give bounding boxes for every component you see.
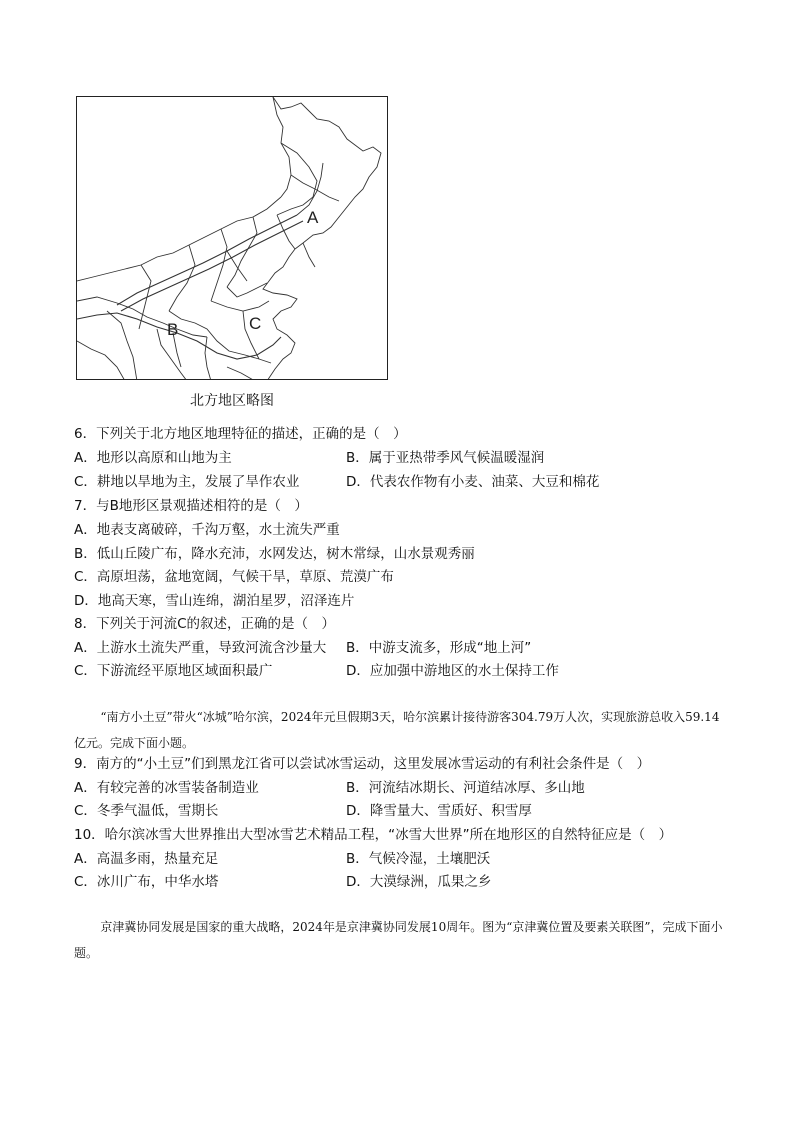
passage-harbin: “南方小土豆”带火“冰城”哈尔滨，2024年元旦假期3天，哈尔滨累计接待游客304.79万人次，实现旅游总收入59.14亿元。完成下面小题。 <box>74 710 720 750</box>
map-label-c: C <box>249 314 262 333</box>
question-7-stem: 7．与B地形区景观描述相符的是（ ） <box>74 498 308 514</box>
question-6-option-b[interactable]: B．属于亚热带季风气候温暖湿润 <box>346 450 545 466</box>
question-9-stem: 9．南方的“小土豆”们到黑龙江省可以尝试冰雪运动，这里发展冰雪运动的有利社会条件是（ ） <box>74 756 651 772</box>
question-9-option-c[interactable]: C．冬季气温低，雪期长 <box>74 803 219 819</box>
question-6-option-a[interactable]: A．地形以高原和山地为主 <box>74 450 232 466</box>
map-label-a: A <box>307 208 319 227</box>
map-drawing <box>77 97 388 380</box>
question-8-stem: 8．下列关于河流C的叙述，正确的是（ ） <box>74 616 336 632</box>
question-7-option-c[interactable]: C．高原坦荡，盆地宽阔，气候干旱，草原、荒漠广布 <box>74 569 394 585</box>
question-9-option-b[interactable]: B．河流结冰期长、河道结冰厚、多山地 <box>346 780 585 796</box>
question-10-option-a[interactable]: A．高温多雨，热量充足 <box>74 851 219 867</box>
question-7-option-a[interactable]: A．地表支离破碎，千沟万壑，水土流失严重 <box>74 522 340 538</box>
question-6-stem: 6．下列关于北方地区地理特征的描述，正确的是（ ） <box>74 426 407 442</box>
question-10-option-b[interactable]: B．气候冷湿，土壤肥沃 <box>346 851 491 867</box>
north-border <box>77 197 281 281</box>
map-label-b: B <box>167 320 179 339</box>
north-region-map <box>76 96 388 380</box>
question-8-option-a[interactable]: A．上游水土流失严重，导致河流含沙量大 <box>74 640 327 656</box>
question-10-stem: 10．哈尔滨冰雪大世界推出大型冰雪艺术精品工程，“冰雪大世界”所在地形区的自然特征应是（ ） <box>74 827 673 843</box>
northeast-outline <box>273 97 381 249</box>
question-10-option-d[interactable]: D．大漠绿洲，瓜果之乡 <box>346 874 492 890</box>
coastline <box>263 249 297 380</box>
question-8-option-d[interactable]: D．应加强中游地区的水土保持工作 <box>346 663 559 679</box>
question-6-option-c[interactable]: C．耕地以旱地为主，发展了旱作农业 <box>74 474 300 490</box>
question-8-option-c[interactable]: C．下游流经平原地区域面积最广 <box>74 663 273 679</box>
question-8-option-b[interactable]: B．中游支流多，形成“地上河” <box>346 640 532 656</box>
question-9-option-a[interactable]: A．有较完善的冰雪装备制造业 <box>74 780 259 796</box>
question-10-option-c[interactable]: C．冰川广布，中华水塔 <box>74 874 219 890</box>
question-9-option-d[interactable]: D．降雪量大、雪质好、积雪厚 <box>346 803 532 819</box>
map-caption: 北方地区略图 <box>190 393 274 409</box>
question-7-option-d[interactable]: D．地高天寒，雪山连绵，湖泊星罗，沼泽连片 <box>74 593 355 609</box>
passage-jingjinji: 京津冀协同发展是国家的重大战略，2024年是京津冀协同发展10周年。图为“京津冀位置及要素关联图”，完成下面小题。 <box>74 920 723 960</box>
question-7-option-b[interactable]: B．低山丘陵广布，降水充沛，水网发达，树木常绿，山水景观秀丽 <box>74 546 475 562</box>
question-6-option-d[interactable]: D．代表农作物有小麦、油菜、大豆和棉花 <box>346 474 600 490</box>
northeast-west-border <box>273 97 291 197</box>
